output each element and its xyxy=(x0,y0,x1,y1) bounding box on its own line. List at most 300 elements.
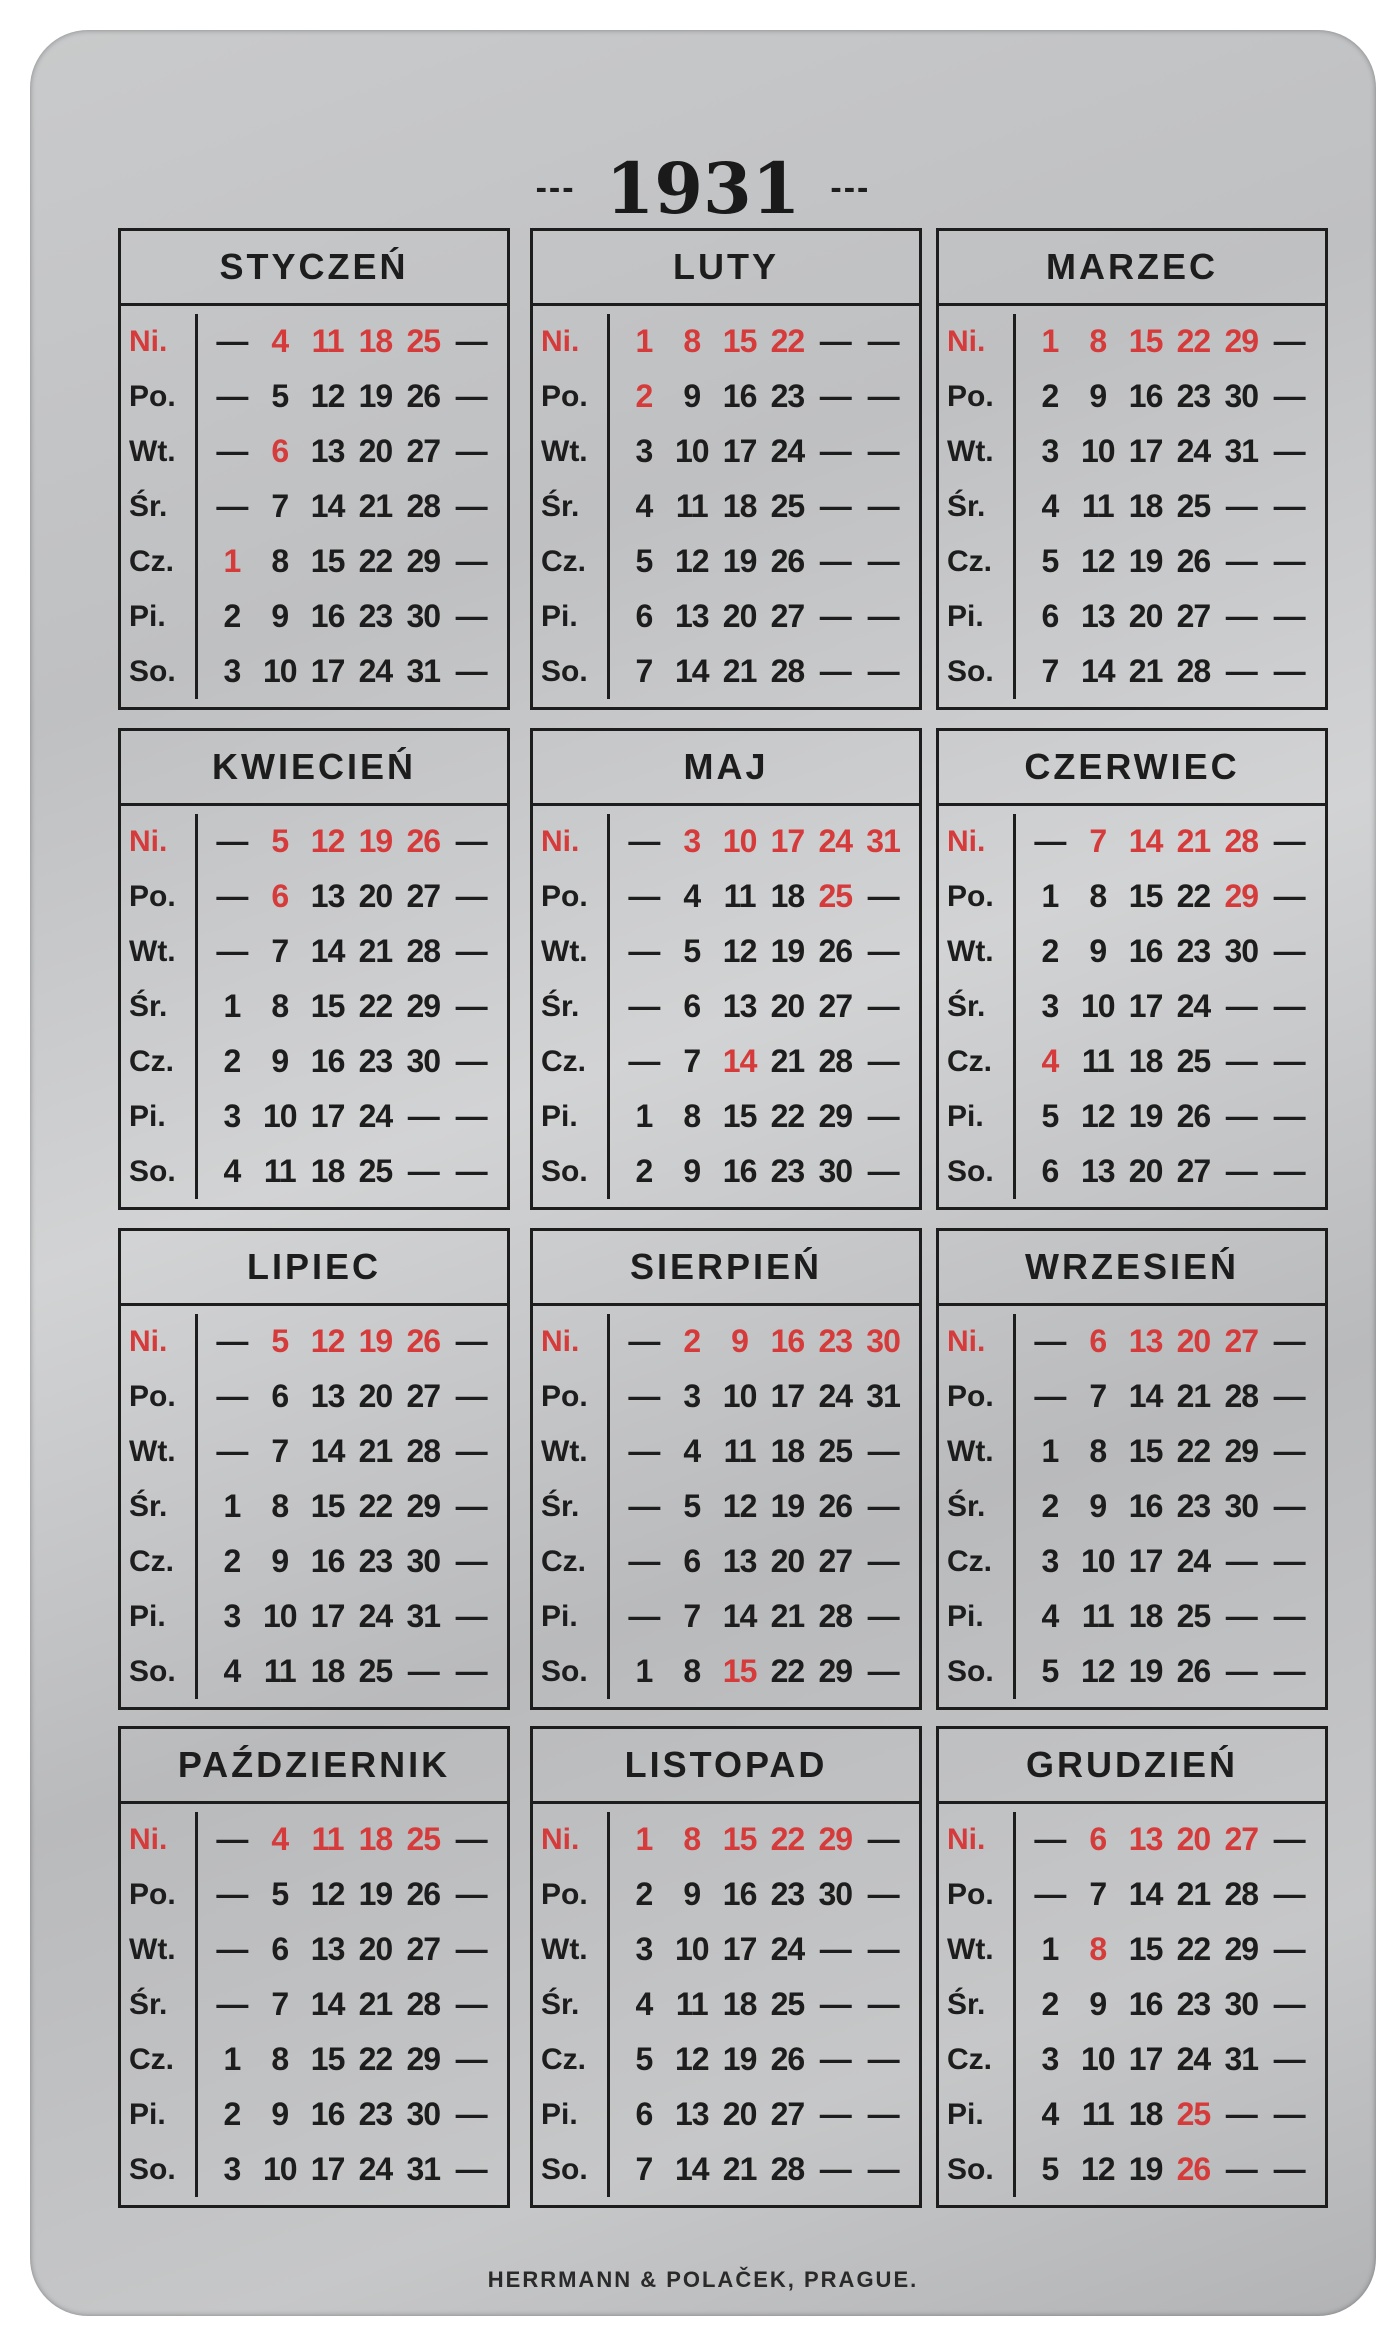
empty-day-dash: — xyxy=(628,1378,660,1414)
date-cell: 26 xyxy=(1176,1098,1211,1134)
week-row xyxy=(1026,1433,1313,1470)
date-cell: 29 xyxy=(818,1821,853,1857)
year-dash-left: --- xyxy=(535,168,576,207)
week-row xyxy=(1026,878,1313,915)
weekday-label: So. xyxy=(947,1154,994,1188)
week-row xyxy=(208,1378,495,1415)
date-cell: 2 xyxy=(1041,933,1059,969)
date-cell: 20 xyxy=(770,1543,805,1579)
date-cell: 20 xyxy=(358,1931,393,1967)
month-name: MAJ xyxy=(533,731,919,806)
empty-day-dash: — xyxy=(216,378,248,414)
date-cell: 7 xyxy=(683,1598,701,1634)
date-cell: 11 xyxy=(311,323,344,359)
weekday-label: Po. xyxy=(541,879,588,913)
weekday-label: Ni. xyxy=(541,1324,580,1358)
weekday-label: So. xyxy=(129,1154,176,1188)
month-body xyxy=(533,806,919,1207)
date-cell: 5 xyxy=(271,1323,289,1359)
date-cell: 22 xyxy=(770,1653,805,1689)
date-cell: 5 xyxy=(635,2041,653,2077)
date-cell: 28 xyxy=(770,2151,805,2187)
week-row xyxy=(208,878,495,915)
date-cell: 7 xyxy=(271,1986,289,2022)
date-cell: 16 xyxy=(310,1543,345,1579)
date-cell: 13 xyxy=(310,433,345,469)
date-cell: 8 xyxy=(271,2041,289,2077)
week-row xyxy=(620,323,907,360)
weekday-column xyxy=(129,814,198,1199)
date-cell: 3 xyxy=(223,1598,241,1634)
printer-imprint: HERRMANN & POLAČEK, PRAGUE. xyxy=(487,2267,919,2292)
date-cell: 14 xyxy=(1080,653,1115,689)
week-row xyxy=(208,598,495,635)
weekday-label: Cz. xyxy=(947,544,992,578)
date-cell: 15 xyxy=(310,1488,345,1524)
weekday-label: Ni. xyxy=(541,824,580,858)
empty-day-dash: — xyxy=(455,378,487,414)
weekday-label: Po. xyxy=(129,1379,176,1413)
date-cell: 6 xyxy=(683,1543,701,1579)
date-cell: 28 xyxy=(406,933,441,969)
date-cell: 29 xyxy=(1224,1433,1259,1469)
date-cell: 2 xyxy=(635,1153,653,1189)
empty-day-dash: — xyxy=(867,988,899,1024)
date-cell: 23 xyxy=(358,1043,393,1079)
week-row xyxy=(208,1543,495,1580)
date-cell: 26 xyxy=(406,1876,441,1912)
dates-grid xyxy=(198,1812,495,2197)
date-cell: 28 xyxy=(1224,823,1259,859)
weekday-label: Wt. xyxy=(129,1932,176,1966)
week-row xyxy=(208,433,495,470)
empty-day-dash: — xyxy=(1273,1378,1305,1414)
date-cell: 2 xyxy=(223,1543,241,1579)
date-cell: 22 xyxy=(358,1488,393,1524)
weekday-label: Pi. xyxy=(947,1599,984,1633)
week-row xyxy=(1026,2096,1313,2133)
date-cell: 24 xyxy=(358,2151,393,2187)
date-cell: 10 xyxy=(262,1598,297,1634)
empty-day-dash: — xyxy=(867,1488,899,1524)
date-cell: 9 xyxy=(731,1323,748,1359)
month-box xyxy=(936,1228,1328,1710)
date-cell: 29 xyxy=(818,1098,853,1134)
date-cell: 16 xyxy=(722,1876,757,1912)
date-cell: 27 xyxy=(1176,598,1211,634)
empty-day-dash: — xyxy=(1034,1876,1066,1912)
empty-day-dash: — xyxy=(1273,1653,1305,1689)
weekday-label: Ni. xyxy=(947,324,986,358)
weekday-label: Wt. xyxy=(129,434,176,468)
date-cell: 18 xyxy=(1128,2096,1163,2132)
empty-day-dash: — xyxy=(407,1153,439,1189)
date-cell: 17 xyxy=(310,1098,345,1134)
date-cell: 19 xyxy=(1128,2151,1163,2187)
weekday-label: Po. xyxy=(541,379,588,413)
empty-day-dash: — xyxy=(1273,1986,1305,2022)
date-cell: 21 xyxy=(722,2151,757,2187)
empty-day-dash: — xyxy=(867,1931,899,1967)
date-cell: 9 xyxy=(1089,1986,1107,2022)
date-cell: 18 xyxy=(310,1153,345,1189)
weekday-label: Wt. xyxy=(947,1932,994,1966)
date-cell: 6 xyxy=(271,878,289,914)
date-cell: 17 xyxy=(1128,988,1163,1024)
date-cell: 9 xyxy=(683,1876,701,1912)
date-cell: 2 xyxy=(1041,378,1059,414)
date-cell: 14 xyxy=(1128,1876,1163,1912)
dates-grid xyxy=(198,814,495,1199)
date-cell: 12 xyxy=(674,2041,709,2077)
empty-day-dash: — xyxy=(216,1378,248,1414)
date-cell: 18 xyxy=(770,878,805,914)
empty-day-dash: — xyxy=(455,1598,487,1634)
weekday-label: Wt. xyxy=(541,434,588,468)
empty-day-dash: — xyxy=(867,2096,899,2132)
empty-day-dash: — xyxy=(867,323,899,359)
date-cell: 30 xyxy=(1224,1488,1259,1524)
empty-day-dash: — xyxy=(1273,878,1305,914)
week-row xyxy=(1026,653,1313,690)
date-cell: 7 xyxy=(1089,823,1107,859)
week-row xyxy=(620,598,907,635)
empty-day-dash: — xyxy=(867,1986,899,2022)
weekday-label: Pi. xyxy=(129,2097,166,2131)
month-name: PAŹDZIERNIK xyxy=(121,1729,507,1804)
date-cell: 24 xyxy=(1176,1543,1211,1579)
weekday-label: Cz. xyxy=(129,544,174,578)
date-cell: 22 xyxy=(770,323,805,359)
weekday-label: Cz. xyxy=(129,1044,174,1078)
date-cell: 26 xyxy=(770,543,805,579)
date-cell: 4 xyxy=(683,1433,701,1469)
empty-day-dash: — xyxy=(455,543,487,579)
weekday-label: Po. xyxy=(947,1379,994,1413)
date-cell: 23 xyxy=(770,1876,805,1912)
date-cell: 26 xyxy=(406,1323,441,1359)
date-cell: 10 xyxy=(262,653,297,689)
empty-day-dash: — xyxy=(455,653,487,689)
date-cell: 22 xyxy=(1176,323,1211,359)
weekday-label: Ni. xyxy=(947,1324,986,1358)
empty-day-dash: — xyxy=(455,933,487,969)
date-cell: 29 xyxy=(1224,1931,1259,1967)
date-cell: 30 xyxy=(866,1323,900,1359)
date-cell: 24 xyxy=(1176,433,1211,469)
empty-day-dash: — xyxy=(1273,1043,1305,1079)
empty-day-dash: — xyxy=(1034,1378,1066,1414)
empty-day-dash: — xyxy=(819,1931,851,1967)
week-row xyxy=(208,1876,495,1913)
empty-day-dash: — xyxy=(1273,433,1305,469)
date-cell: 1 xyxy=(1041,1931,1059,1967)
week-row xyxy=(1026,1043,1313,1080)
month-body xyxy=(533,1306,919,1707)
date-cell: 19 xyxy=(358,1323,393,1359)
date-cell: 21 xyxy=(358,933,393,969)
week-row xyxy=(208,1433,495,1470)
week-row xyxy=(208,378,495,415)
date-cell: 16 xyxy=(1128,933,1163,969)
date-cell: 24 xyxy=(770,433,805,469)
weekday-label: Wt. xyxy=(129,934,176,968)
date-cell: 27 xyxy=(1224,1323,1259,1359)
date-cell: 6 xyxy=(1089,1821,1107,1857)
month-body xyxy=(939,806,1325,1207)
week-row xyxy=(1026,1488,1313,1525)
empty-day-dash: — xyxy=(819,2041,851,2077)
empty-day-dash: — xyxy=(1273,2096,1305,2132)
empty-day-dash: — xyxy=(216,1323,248,1359)
month-name: KWIECIEŃ xyxy=(121,731,507,806)
empty-day-dash: — xyxy=(867,1598,899,1634)
date-cell: 23 xyxy=(358,2096,393,2132)
date-cell: 10 xyxy=(1080,433,1115,469)
date-cell: 13 xyxy=(1080,598,1115,634)
week-row xyxy=(1026,1153,1313,1190)
empty-day-dash: — xyxy=(216,433,248,469)
date-cell: 23 xyxy=(1176,378,1211,414)
empty-day-dash: — xyxy=(216,933,248,969)
weekday-label: Cz. xyxy=(129,2042,174,2076)
date-cell: 24 xyxy=(1176,988,1211,1024)
empty-day-dash: — xyxy=(819,543,851,579)
date-cell: 9 xyxy=(683,1153,701,1189)
weekday-column xyxy=(541,814,610,1199)
dates-grid xyxy=(610,314,907,699)
weekday-label: Śr. xyxy=(129,1987,168,2021)
date-cell: 13 xyxy=(674,2096,709,2132)
weekday-label: Pi. xyxy=(947,1099,984,1133)
date-cell: 25 xyxy=(1176,488,1211,524)
week-row xyxy=(620,1986,907,2023)
week-row xyxy=(620,2151,907,2188)
weekday-label: Śr. xyxy=(947,489,986,523)
date-cell: 7 xyxy=(635,2151,653,2187)
date-cell: 29 xyxy=(1224,323,1259,359)
week-row xyxy=(1026,823,1313,860)
date-cell: 14 xyxy=(310,1986,345,2022)
date-cell: 16 xyxy=(770,1323,805,1359)
date-cell: 13 xyxy=(310,878,345,914)
date-cell: 7 xyxy=(1041,653,1059,689)
date-cell: 15 xyxy=(310,988,345,1024)
date-cell: 6 xyxy=(271,433,289,469)
date-cell: 8 xyxy=(683,1653,701,1689)
date-cell: 5 xyxy=(1041,1653,1059,1689)
weekday-label: So. xyxy=(947,654,994,688)
weekday-column xyxy=(947,1812,1016,2197)
date-cell: 25 xyxy=(1176,1598,1211,1634)
date-cell: 15 xyxy=(1128,323,1163,359)
empty-day-dash: — xyxy=(455,823,487,859)
week-row xyxy=(620,378,907,415)
date-cell: 15 xyxy=(1128,878,1163,914)
date-cell: 8 xyxy=(683,1098,701,1134)
weekday-label: Po. xyxy=(541,1877,588,1911)
week-row xyxy=(208,823,495,860)
month-box xyxy=(936,728,1328,1210)
dates-grid xyxy=(610,1314,907,1699)
date-cell: 9 xyxy=(271,598,289,634)
date-cell: 6 xyxy=(1089,1323,1107,1359)
date-cell: 23 xyxy=(358,598,393,634)
week-row xyxy=(208,1488,495,1525)
date-cell: 26 xyxy=(818,933,853,969)
date-cell: 17 xyxy=(722,1931,757,1967)
empty-day-dash: — xyxy=(455,2151,487,2187)
week-row xyxy=(1026,1378,1313,1415)
month-name: WRZESIEŃ xyxy=(939,1231,1325,1306)
date-cell: 3 xyxy=(1041,2041,1059,2077)
empty-day-dash: — xyxy=(1225,1043,1257,1079)
date-cell: 1 xyxy=(1041,323,1059,359)
month-name: STYCZEŃ xyxy=(121,231,507,306)
empty-day-dash: — xyxy=(407,1098,439,1134)
empty-day-dash: — xyxy=(1225,543,1257,579)
week-row xyxy=(620,933,907,970)
month-body xyxy=(121,1306,507,1707)
date-cell: 16 xyxy=(1128,378,1163,414)
weekday-label: Śr. xyxy=(541,489,580,523)
date-cell: 10 xyxy=(1080,988,1115,1024)
week-row xyxy=(620,653,907,690)
weekday-label: Po. xyxy=(129,1877,176,1911)
date-cell: 9 xyxy=(271,1543,289,1579)
date-cell: 2 xyxy=(635,1876,653,1912)
empty-day-dash: — xyxy=(867,1876,899,1912)
date-cell: 7 xyxy=(1089,1876,1107,1912)
date-cell: 22 xyxy=(1176,878,1211,914)
week-row xyxy=(620,1543,907,1580)
weekday-column xyxy=(129,1812,198,2197)
date-cell: 4 xyxy=(1041,1598,1059,1634)
month-body xyxy=(939,306,1325,707)
date-cell: 20 xyxy=(1176,1821,1211,1857)
date-cell: 18 xyxy=(1128,1043,1163,1079)
date-cell: 5 xyxy=(635,543,653,579)
empty-day-dash: — xyxy=(819,653,851,689)
empty-day-dash: — xyxy=(1225,598,1257,634)
week-row xyxy=(208,1931,495,1968)
weekday-label: Śr. xyxy=(129,489,168,523)
date-cell: 30 xyxy=(818,1153,853,1189)
date-cell: 23 xyxy=(1176,1986,1211,2022)
weekday-label: Wt. xyxy=(947,934,994,968)
weekday-label: So. xyxy=(541,654,588,688)
year-title: 1931 xyxy=(605,146,801,230)
week-row xyxy=(620,988,907,1025)
empty-day-dash: — xyxy=(455,1153,487,1189)
empty-day-dash: — xyxy=(628,1323,660,1359)
date-cell: 2 xyxy=(223,2096,241,2132)
weekday-label: Pi. xyxy=(129,1599,166,1633)
date-cell: 21 xyxy=(770,1043,805,1079)
date-cell: 7 xyxy=(635,653,653,689)
empty-day-dash: — xyxy=(216,823,248,859)
date-cell: 14 xyxy=(674,2151,709,2187)
date-cell: 9 xyxy=(271,2096,289,2132)
date-cell: 25 xyxy=(818,878,853,914)
empty-day-dash: — xyxy=(455,2041,487,2077)
weekday-label: Śr. xyxy=(947,1489,986,1523)
month-box xyxy=(530,1726,922,2208)
empty-day-dash: — xyxy=(1225,1543,1257,1579)
date-cell: 20 xyxy=(358,878,393,914)
week-row xyxy=(208,1098,495,1135)
empty-day-dash: — xyxy=(1273,653,1305,689)
date-cell: 28 xyxy=(406,1433,441,1469)
week-row xyxy=(1026,1543,1313,1580)
date-cell: 27 xyxy=(818,988,853,1024)
empty-day-dash: — xyxy=(628,1598,660,1634)
dates-grid xyxy=(610,814,907,1199)
date-cell: 21 xyxy=(358,488,393,524)
date-cell: 30 xyxy=(1224,1986,1259,2022)
date-cell: 17 xyxy=(1128,433,1163,469)
date-cell: 3 xyxy=(683,823,701,859)
week-row xyxy=(1026,543,1313,580)
date-cell: 10 xyxy=(1080,2041,1115,2077)
date-cell: 28 xyxy=(818,1043,853,1079)
date-cell: 23 xyxy=(1176,1488,1211,1524)
empty-day-dash: — xyxy=(1273,1876,1305,1912)
weekday-label: So. xyxy=(129,2152,176,2186)
date-cell: 27 xyxy=(770,598,805,634)
empty-day-dash: — xyxy=(867,1543,899,1579)
date-cell: 12 xyxy=(1080,1653,1115,1689)
date-cell: 18 xyxy=(722,1986,757,2022)
date-cell: 5 xyxy=(1041,1098,1059,1134)
empty-day-dash: — xyxy=(867,378,899,414)
date-cell: 28 xyxy=(818,1598,853,1634)
week-row xyxy=(1026,1598,1313,1635)
date-cell: 5 xyxy=(271,823,289,859)
date-cell: 27 xyxy=(406,1378,441,1414)
date-cell: 4 xyxy=(1041,488,1059,524)
weekday-label: Pi. xyxy=(541,1599,578,1633)
date-cell: 5 xyxy=(271,1876,289,1912)
empty-day-dash: — xyxy=(867,2151,899,2187)
date-cell: 26 xyxy=(406,378,441,414)
date-cell: 14 xyxy=(310,488,345,524)
date-cell: 24 xyxy=(1176,2041,1211,2077)
weekday-label: Ni. xyxy=(541,1822,580,1856)
date-cell: 3 xyxy=(223,1098,241,1134)
date-cell: 27 xyxy=(770,2096,805,2132)
weekday-label: Śr. xyxy=(541,1489,580,1523)
empty-day-dash: — xyxy=(628,1488,660,1524)
month-body xyxy=(939,1306,1325,1707)
date-cell: 17 xyxy=(770,1378,805,1414)
week-row xyxy=(620,1098,907,1135)
empty-day-dash: — xyxy=(1034,1821,1066,1857)
week-row xyxy=(208,2096,495,2133)
date-cell: 10 xyxy=(262,1098,297,1134)
date-cell: 22 xyxy=(770,1098,805,1134)
empty-day-dash: — xyxy=(867,1653,899,1689)
date-cell: 12 xyxy=(1080,1098,1115,1134)
empty-day-dash: — xyxy=(867,1433,899,1469)
date-cell: 15 xyxy=(722,323,757,359)
date-cell: 20 xyxy=(358,1378,393,1414)
week-row xyxy=(208,1153,495,1190)
date-cell: 21 xyxy=(770,1598,805,1634)
week-row xyxy=(208,1986,495,2023)
year-dash-right: --- xyxy=(830,168,871,207)
date-cell: 13 xyxy=(1080,1153,1115,1189)
